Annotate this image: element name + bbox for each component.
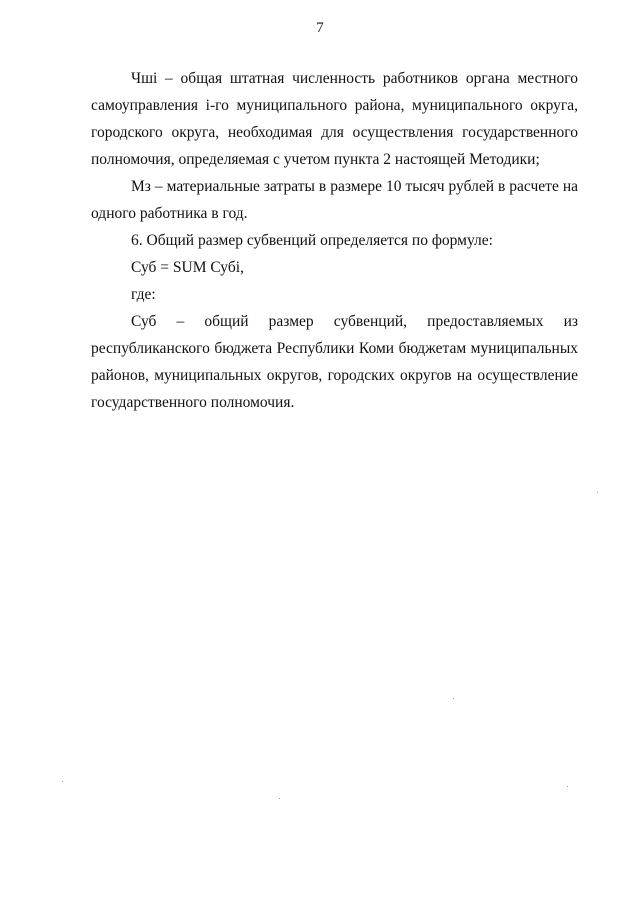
paragraph-staff-count-definition: Чшi – общая штатная численность работников органа местного самоуправления i-го муниципального района, муниципального округа, городского округа, необходимая для осуществления государственного полномочия, определяемая с учетом пункта 2 настоящей Методики; — [91, 70, 578, 168]
paragraph-subvention-definition: Суб – общий размер субвенций, предоставляемых из республиканского бюджета Республики Коми бюджетам муниципальных районов, муниципальных округов, городских округов на осуществление государственного полномочия. — [91, 313, 578, 411]
formula-line: Суб = SUM Субi, — [131, 259, 244, 276]
page-number: 7 — [316, 20, 324, 36]
scan-speck — [279, 798, 280, 799]
scan-speck — [62, 781, 63, 782]
paragraph-material-costs-definition: Мз – материальные затраты в размере 10 тысяч рублей в расчете на одного работника в год. — [91, 178, 578, 222]
paragraph-subvention-formula-intro: 6. Общий размер субвенций определяется по формуле: — [131, 232, 493, 249]
where-label: где: — [131, 286, 156, 303]
scan-speck — [453, 698, 454, 699]
scan-speck — [567, 786, 568, 787]
scan-speck — [597, 492, 598, 493]
